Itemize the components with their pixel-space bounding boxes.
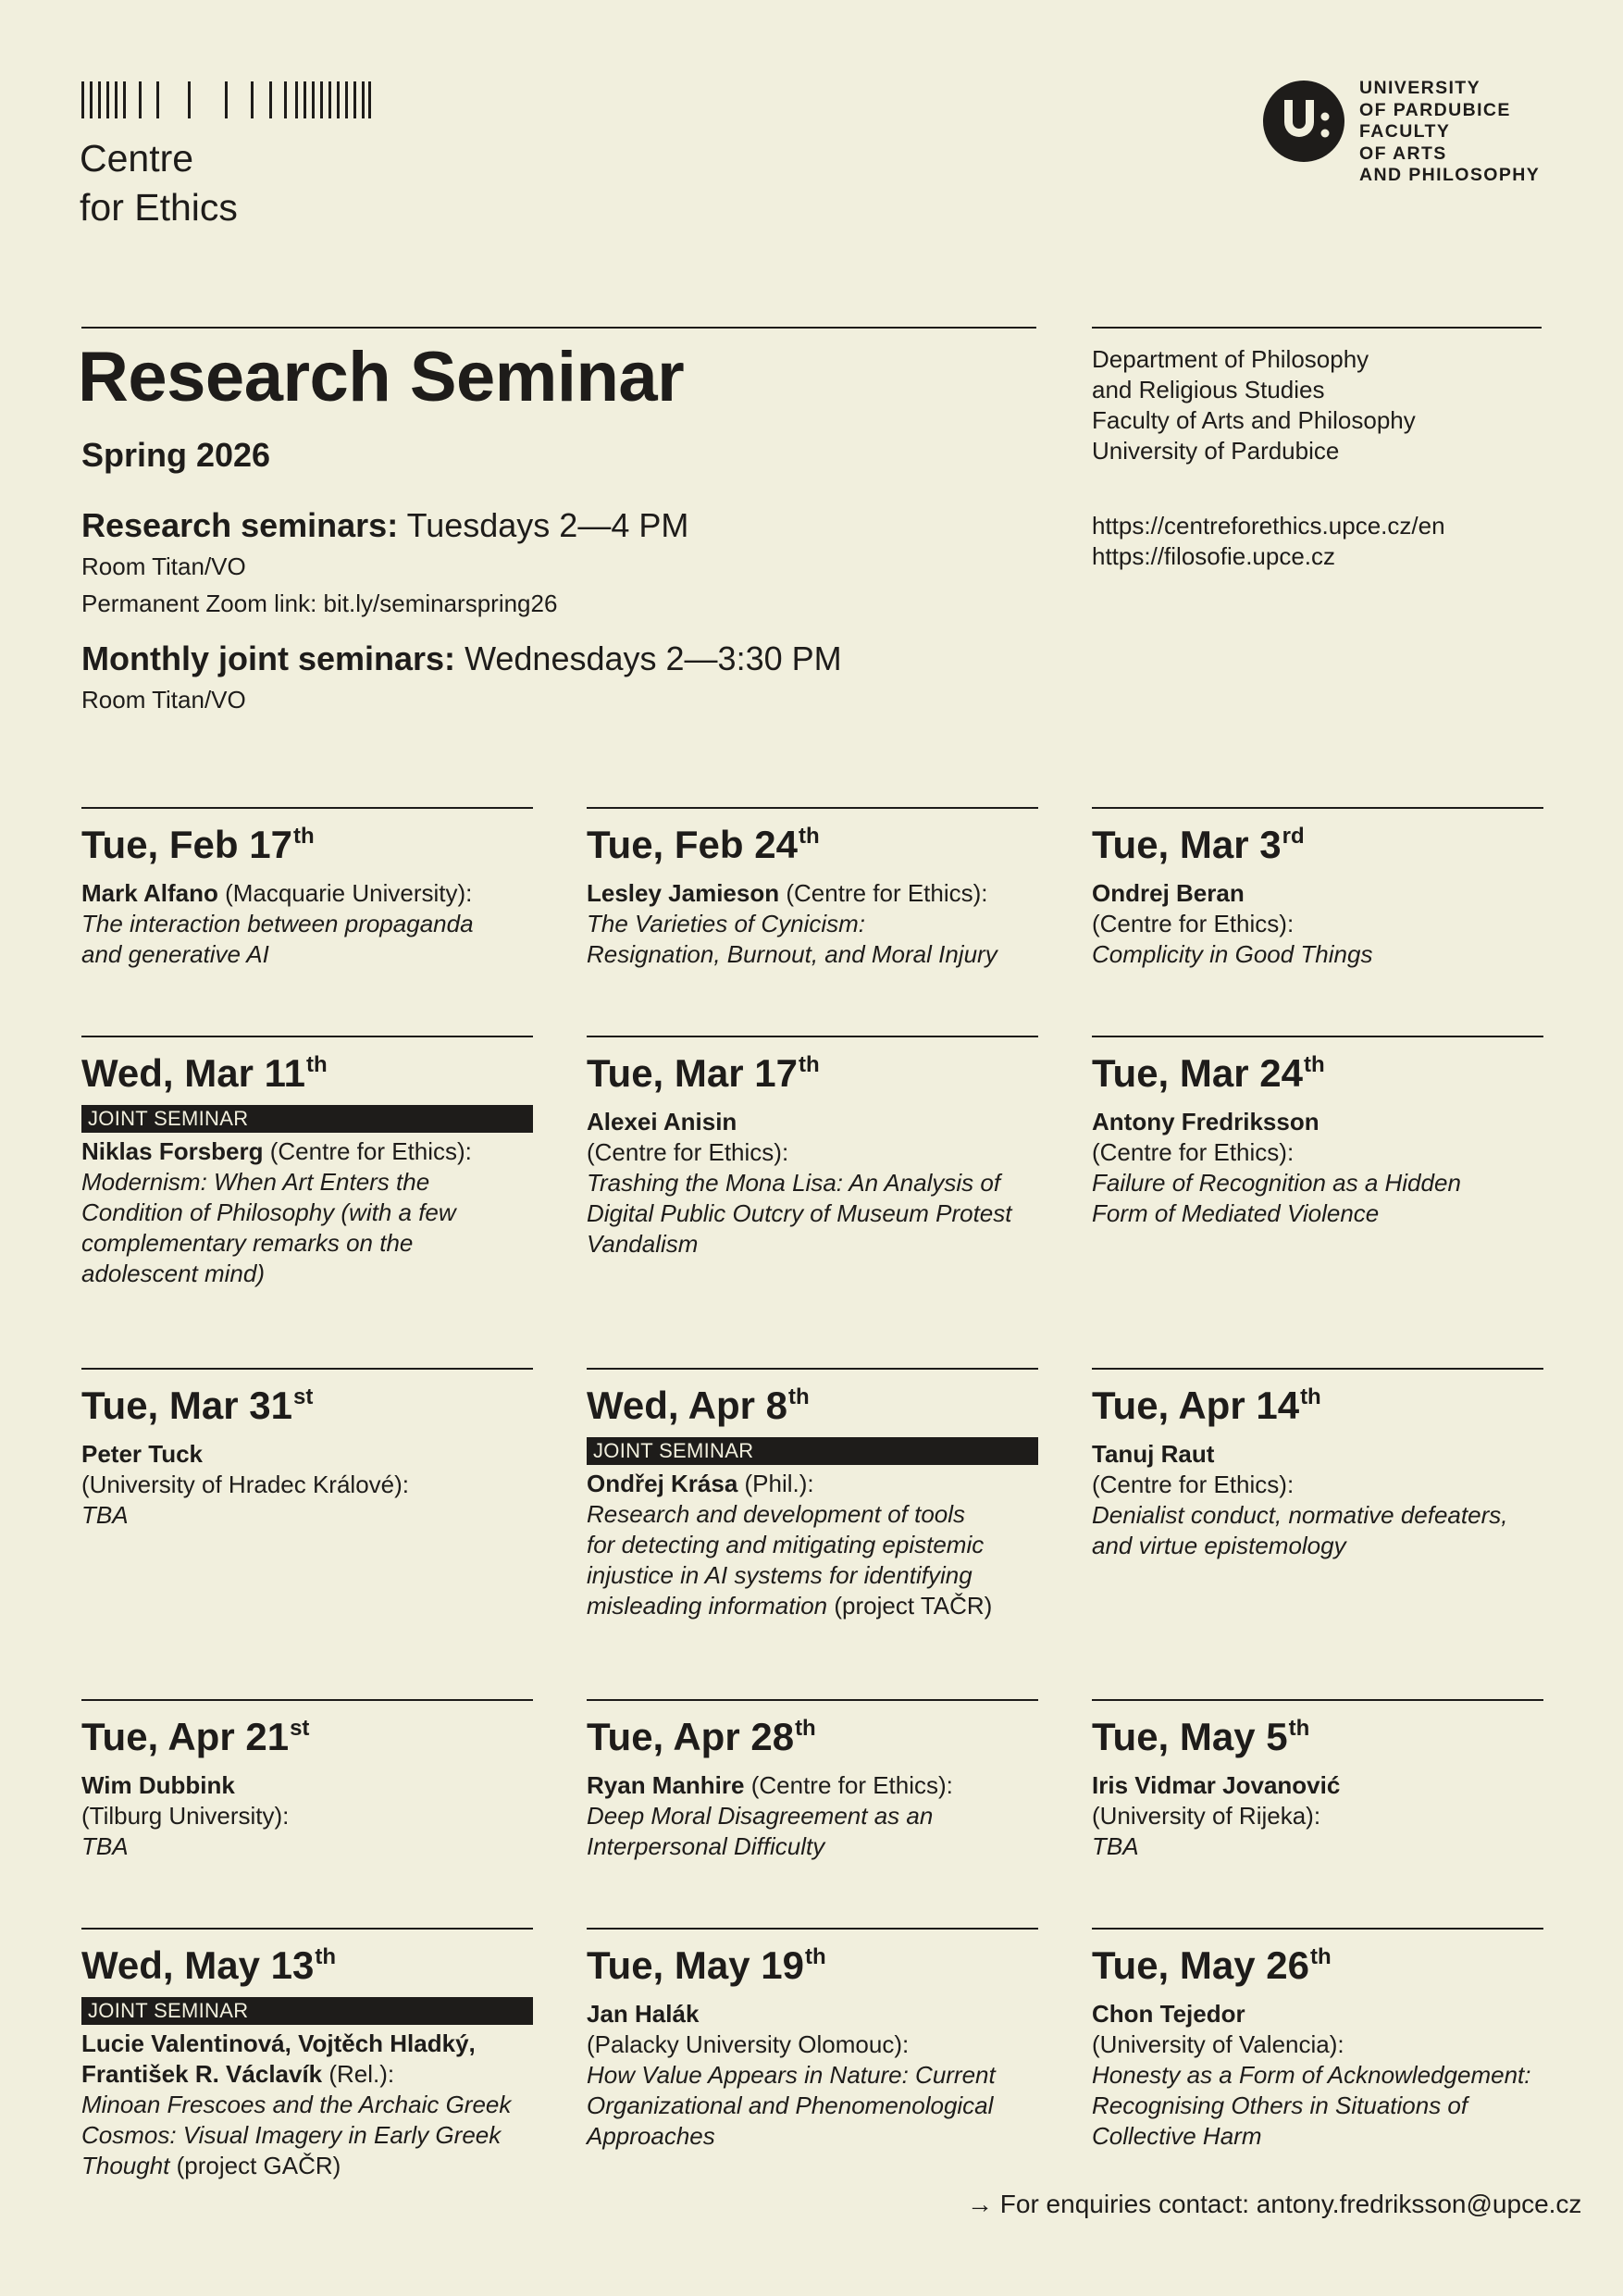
event-detail-line <box>587 1137 1038 1168</box>
event-card <box>587 1036 1038 1260</box>
speaker-name: Ondřej Krása <box>587 1470 738 1497</box>
affiliation: (University of Valencia): <box>1092 2030 1344 2058</box>
enquiries-text: For enquiries contact: antony.fredriksson@upce.cz <box>999 2190 1582 2218</box>
event-card <box>1092 1699 1543 1862</box>
event-details <box>587 1770 1038 1862</box>
event-date-text: Tue, Mar 17 <box>587 1051 798 1095</box>
speaker-name: Chon Tejedor <box>1092 2000 1245 2028</box>
event-date-text: Tue, May 19 <box>587 1943 804 1987</box>
talk-title: Interpersonal Difficulty <box>587 1832 825 1860</box>
event-details <box>1092 1107 1543 1229</box>
department-line: Faculty of Arts and Philosophy <box>1092 406 1416 434</box>
talk-title: Honesty as a Form of Acknowledgement: <box>1092 2061 1531 2089</box>
event-date-ordinal: th <box>788 1384 810 1409</box>
event-date-ordinal: th <box>798 1052 820 1077</box>
speaker-name: Ondrej Beran <box>1092 879 1245 907</box>
centre-name <box>80 134 238 232</box>
university-logo-icon <box>1262 80 1345 163</box>
event-date-text: Tue, Feb 24 <box>587 823 798 866</box>
zoom-link[interactable]: Permanent Zoom link: bit.ly/seminarspring26 <box>81 590 558 617</box>
department-line: Department of Philosophy <box>1092 345 1369 373</box>
event-detail-line <box>1092 1531 1543 1561</box>
talk-title: complementary remarks on the <box>81 1229 414 1257</box>
event-detail-line <box>587 1770 1038 1801</box>
event-date <box>587 1383 1038 1435</box>
event-date <box>1092 1050 1543 1103</box>
event-detail-line <box>587 1560 1038 1591</box>
centre-logo-barcode <box>81 81 470 122</box>
event-date-text: Tue, Feb 17 <box>81 823 292 866</box>
talk-title: Complicity in Good Things <box>1092 940 1373 968</box>
event-detail-line <box>587 2091 1038 2121</box>
affiliation: (University of Rijeka): <box>1092 1802 1321 1830</box>
event-details <box>1092 1770 1543 1862</box>
event-date-ordinal: st <box>290 1716 310 1741</box>
event-detail-line <box>81 1801 533 1831</box>
research-seminar-room: Room Titan/VO <box>81 552 246 580</box>
speaker-name: Iris Vidmar Jovanović <box>1092 1771 1341 1799</box>
talk-title: The interaction between propaganda <box>81 910 474 937</box>
event-detail-line <box>587 1831 1038 1862</box>
event-detail-line <box>1092 2060 1543 2091</box>
affiliation: (Rel.): <box>322 2060 395 2088</box>
speaker-name: Peter Tuck <box>81 1440 204 1468</box>
event-date-ordinal: th <box>315 1944 336 1969</box>
event-detail-line <box>81 1831 533 1862</box>
event-detail-line <box>1092 1999 1543 2029</box>
event-detail-line <box>81 2151 533 2181</box>
event-detail-line <box>587 2029 1038 2060</box>
talk-title: The Varieties of Cynicism: <box>587 910 866 937</box>
event-detail-line <box>81 1136 533 1167</box>
university-name-line: OF PARDUBICE <box>1359 99 1511 120</box>
event-card <box>1092 1368 1543 1561</box>
event-detail-line <box>1092 1470 1543 1500</box>
arrow-right-icon: → <box>967 2190 993 2218</box>
event-date-ordinal: th <box>1300 1384 1321 1409</box>
event-card <box>587 1368 1038 1621</box>
university-name <box>1359 78 1540 187</box>
affiliation: (project GAČR) <box>169 2152 341 2179</box>
event-detail-line <box>1092 2121 1543 2152</box>
talk-title: Failure of Recognition as a Hidden <box>1092 1169 1461 1197</box>
event-date-ordinal: th <box>306 1052 328 1077</box>
research-seminar-time: Tuesdays 2—4 PM <box>406 506 689 544</box>
talk-title: Minoan Frescoes and the Archaic Greek <box>81 2091 512 2118</box>
event-date <box>1092 822 1543 875</box>
talk-title: Recognising Others in Situations of <box>1092 2091 1468 2119</box>
event-card <box>587 1699 1038 1862</box>
event-details <box>587 878 1038 970</box>
affiliation: (project TAČR) <box>827 1592 993 1620</box>
website-links <box>1092 511 1445 572</box>
event-date-ordinal: th <box>795 1716 816 1741</box>
talk-title: Modernism: When Art Enters the <box>81 1168 430 1196</box>
event-date <box>1092 1942 1543 1995</box>
event-date-ordinal: th <box>1288 1716 1310 1741</box>
talk-title: Deep Moral Disagreement as an <box>587 1802 934 1830</box>
event-date <box>1092 1383 1543 1435</box>
department-line: University of Pardubice <box>1092 437 1340 465</box>
event-detail-line <box>587 1591 1038 1621</box>
event-date-ordinal: rd <box>1282 824 1305 849</box>
affiliation: (Centre for Ethics): <box>1092 1471 1295 1498</box>
event-detail-line <box>1092 878 1543 909</box>
speaker-name: Mark Alfano <box>81 879 218 907</box>
event-date <box>81 1050 533 1103</box>
event-date <box>587 1714 1038 1767</box>
centre-name-line1: Centre <box>80 137 194 180</box>
event-card <box>587 1928 1038 2152</box>
event-date-ordinal: th <box>798 824 820 849</box>
event-detail-line <box>81 2090 533 2120</box>
event-detail-line <box>81 2120 533 2151</box>
event-detail-line <box>81 1228 533 1259</box>
event-details <box>81 1136 533 1289</box>
talk-title: Research and development of tools <box>587 1500 966 1528</box>
event-detail-line <box>1092 2091 1543 2121</box>
event-details <box>587 1999 1038 2152</box>
event-details <box>81 2029 533 2181</box>
event-date <box>587 1942 1038 1995</box>
talk-title: Trashing the Mona Lisa: An Analysis of <box>587 1169 1001 1197</box>
event-date-text: Wed, Apr 8 <box>587 1384 788 1427</box>
talk-title: Form of Mediated Violence <box>1092 1199 1380 1227</box>
joint-seminar-label: Monthly joint seminars: <box>81 639 456 677</box>
centre-website-link[interactable]: https://centreforethics.upce.cz/en <box>1092 512 1445 540</box>
talk-title: Denialist conduct, normative defeaters, <box>1092 1501 1508 1529</box>
event-date <box>81 1942 533 1995</box>
event-card <box>81 1699 533 1862</box>
joint-seminar-time: Wednesdays 2—3:30 PM <box>465 639 842 677</box>
event-card <box>81 807 533 970</box>
event-detail-line <box>1092 1500 1543 1531</box>
event-date <box>81 1383 533 1435</box>
event-detail-line <box>81 1259 533 1289</box>
talk-title: misleading information <box>587 1592 828 1620</box>
joint-seminar-badge: JOINT SEMINAR <box>81 1997 533 2025</box>
joint-seminar-room: Room Titan/VO <box>81 686 246 714</box>
talk-title: and generative AI <box>81 940 269 968</box>
affiliation: (Centre for Ethics): <box>779 879 988 907</box>
event-detail-line <box>1092 1198 1543 1229</box>
event-detail-line <box>81 1770 533 1801</box>
event-details <box>587 1107 1038 1260</box>
event-details <box>1092 1439 1543 1561</box>
event-detail-line <box>1092 1168 1543 1198</box>
affiliation: (Centre for Ethics): <box>1092 1138 1295 1166</box>
talk-title: TBA <box>81 1832 129 1860</box>
event-details <box>1092 1999 1543 2152</box>
event-detail-line <box>81 1167 533 1198</box>
event-detail-line <box>1092 1439 1543 1470</box>
event-details <box>587 1469 1038 1621</box>
university-name-line: AND PHILOSOPHY <box>1359 165 1541 185</box>
talk-title: injustice in AI systems for identifying <box>587 1561 973 1589</box>
event-detail-line <box>81 1470 533 1500</box>
talk-title: Approaches <box>587 2122 715 2150</box>
event-detail-line <box>81 1439 533 1470</box>
speaker-name: Lesley Jamieson <box>587 879 780 907</box>
affiliation: (Palacky University Olomouc): <box>587 2030 910 2058</box>
speaker-name: Lucie Valentinová, Vojtěch Hladký, <box>81 2029 476 2057</box>
speaker-name: Wim Dubbink <box>81 1771 235 1799</box>
event-detail-line <box>587 878 1038 909</box>
talk-title: TBA <box>1092 1832 1139 1860</box>
event-date-text: Tue, Mar 31 <box>81 1384 292 1427</box>
event-date-text: Tue, Apr 14 <box>1092 1384 1300 1427</box>
event-card <box>81 1368 533 1531</box>
event-detail-line <box>81 2059 533 2090</box>
event-detail-line <box>587 1801 1038 1831</box>
research-seminar-schedule <box>81 503 688 548</box>
event-card <box>1092 1928 1543 2152</box>
event-details <box>81 878 533 970</box>
speaker-name: Alexei Anisin <box>587 1108 737 1136</box>
speaker-name: František R. Václavík <box>81 2060 323 2088</box>
affiliation: (Tilburg University): <box>81 1802 290 1830</box>
talk-title: How Value Appears in Nature: Current <box>587 2061 996 2089</box>
speaker-name: Ryan Manhire <box>587 1771 745 1799</box>
talk-title: Thought <box>81 2152 170 2179</box>
department-info <box>1092 344 1416 466</box>
speaker-name: Tanuj Raut <box>1092 1440 1215 1468</box>
event-detail-line <box>587 1198 1038 1229</box>
talk-title: adolescent mind) <box>81 1260 265 1287</box>
event-detail-line <box>81 909 533 939</box>
event-card <box>81 1036 533 1289</box>
talk-title: Vandalism <box>587 1230 699 1258</box>
university-name-line: UNIVERSITY <box>1359 78 1481 98</box>
affiliation: (Centre for Ethics): <box>587 1138 789 1166</box>
event-detail-line <box>1092 1801 1543 1831</box>
talk-title: Organizational and Phenomenological <box>587 2091 994 2119</box>
event-date <box>1092 1714 1543 1767</box>
event-detail-line <box>587 1107 1038 1137</box>
event-date-text: Wed, May 13 <box>81 1943 315 1987</box>
joint-seminar-schedule <box>81 637 842 681</box>
event-details <box>81 1770 533 1862</box>
event-date-text: Wed, Mar 11 <box>81 1051 305 1095</box>
joint-seminar-badge: JOINT SEMINAR <box>81 1105 533 1133</box>
event-date <box>81 822 533 875</box>
event-date-text: Tue, Mar 24 <box>1092 1051 1303 1095</box>
event-detail-line <box>587 1999 1038 2029</box>
research-seminar-label: Research seminars: <box>81 506 399 544</box>
event-detail-line <box>587 2060 1038 2091</box>
event-detail-line <box>81 939 533 970</box>
event-date-text: Tue, Apr 28 <box>587 1715 795 1758</box>
talk-title: TBA <box>81 1501 129 1529</box>
event-detail-line <box>587 909 1038 939</box>
affiliation: (Phil.): <box>737 1470 814 1497</box>
speaker-name: Antony Fredriksson <box>1092 1108 1319 1136</box>
event-card <box>81 1928 533 2181</box>
page-title: Research Seminar <box>78 338 685 416</box>
info-divider <box>1092 327 1542 329</box>
event-date-ordinal: th <box>292 824 315 849</box>
event-detail-line <box>1092 2029 1543 2060</box>
event-detail-line <box>1092 909 1543 939</box>
event-detail-line <box>81 2029 533 2059</box>
event-date <box>81 1714 533 1767</box>
event-details <box>1092 878 1543 970</box>
event-detail-line <box>587 1229 1038 1260</box>
title-divider <box>81 327 1036 329</box>
affiliation: (Centre for Ethics): <box>263 1137 472 1165</box>
event-date-text: Tue, May 26 <box>1092 1943 1309 1987</box>
event-date-ordinal: st <box>292 1384 314 1409</box>
event-detail-line <box>587 1499 1038 1530</box>
event-detail-line <box>81 1198 533 1228</box>
talk-title: Resignation, Burnout, and Moral Injury <box>587 940 997 968</box>
talk-title: Digital Public Outcry of Museum Protest <box>587 1199 1012 1227</box>
university-name-line: FACULTY <box>1359 121 1451 142</box>
talk-title: Cosmos: Visual Imagery in Early Greek <box>81 2121 502 2149</box>
event-detail-line <box>81 1500 533 1531</box>
event-date-text: Tue, May 5 <box>1092 1715 1288 1758</box>
event-card <box>587 807 1038 970</box>
faculty-website-link[interactable]: https://filosofie.upce.cz <box>1092 542 1336 570</box>
talk-title: and virtue epistemology <box>1092 1532 1346 1559</box>
event-detail-line <box>587 939 1038 970</box>
affiliation: (Centre for Ethics): <box>1092 910 1295 937</box>
event-card <box>1092 1036 1543 1229</box>
affiliation: (Centre for Ethics): <box>744 1771 953 1799</box>
event-date-text: Tue, Mar 3 <box>1092 823 1282 866</box>
term-label: Spring 2026 <box>81 436 271 474</box>
speaker-name: Niklas Forsberg <box>81 1137 264 1165</box>
event-date-ordinal: th <box>804 1944 826 1969</box>
event-detail-line <box>1092 1770 1543 1801</box>
event-detail-line <box>587 1530 1038 1560</box>
centre-name-line2: for Ethics <box>80 186 238 229</box>
affiliation: (University of Hradec Králové): <box>81 1471 409 1498</box>
event-detail-line <box>1092 1137 1543 1168</box>
event-detail-line <box>81 878 533 909</box>
enquiries-contact[interactable] <box>967 2188 1581 2221</box>
event-date-text: Tue, Apr 21 <box>81 1715 290 1758</box>
talk-title: Collective Harm <box>1092 2122 1262 2150</box>
university-name-line: OF ARTS <box>1359 143 1447 164</box>
talk-title: for detecting and mitigating epistemic <box>587 1531 985 1558</box>
event-detail-line <box>587 1469 1038 1499</box>
event-detail-line <box>587 2121 1038 2152</box>
event-detail-line <box>1092 1107 1543 1137</box>
department-line: and Religious Studies <box>1092 376 1325 403</box>
event-date <box>587 1050 1038 1103</box>
talk-title: Condition of Philosophy (with a few <box>81 1198 456 1226</box>
event-card <box>1092 807 1543 970</box>
event-date-ordinal: th <box>1309 1944 1332 1969</box>
event-date <box>587 822 1038 875</box>
event-detail-line <box>587 1168 1038 1198</box>
event-detail-line <box>1092 1831 1543 1862</box>
event-details <box>81 1439 533 1531</box>
speaker-name: Jan Halák <box>587 2000 700 2028</box>
event-date-ordinal: th <box>1303 1052 1325 1077</box>
joint-seminar-badge: JOINT SEMINAR <box>587 1437 1038 1465</box>
affiliation: (Macquarie University): <box>217 879 473 907</box>
event-detail-line <box>1092 939 1543 970</box>
